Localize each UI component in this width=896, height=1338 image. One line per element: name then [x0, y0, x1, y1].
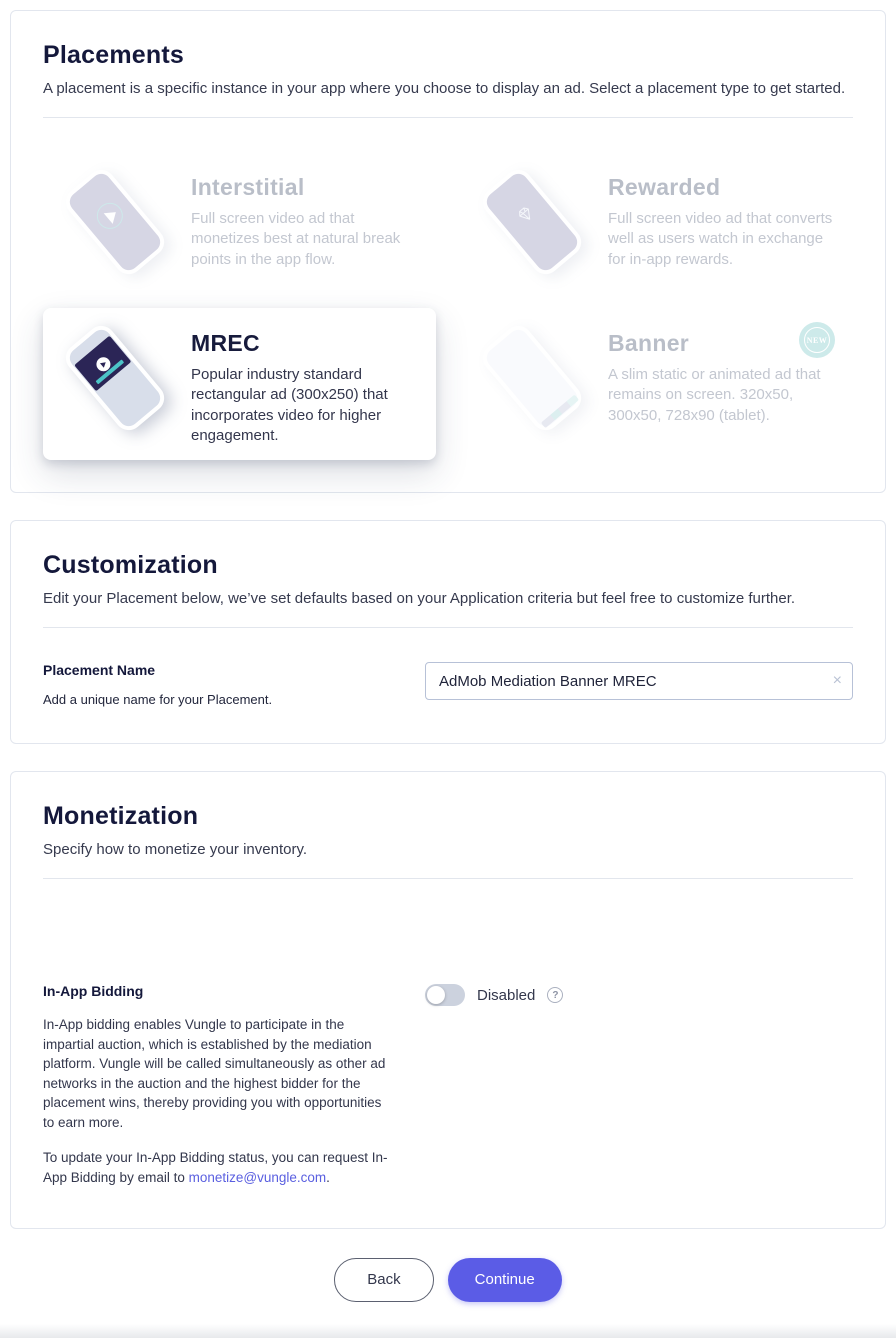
rewarded-phone-icon: [472, 166, 594, 278]
in-app-bidding-label: In-App Bidding: [43, 983, 144, 999]
new-badge: [799, 322, 835, 358]
placements-title: Placements: [43, 41, 184, 69]
new-badge-label: NEW: [804, 327, 830, 353]
in-app-bidding-control: [425, 983, 853, 1006]
customization-title: Customization: [43, 551, 218, 579]
placement-name-row: [43, 662, 853, 707]
placements-divider: [43, 117, 853, 118]
placements-card: [10, 10, 886, 493]
monetization-card: [10, 771, 886, 1229]
customization-subtitle: Edit your Placement below, we’ve set defaults based on your Application criteria but feel free to customize further.: [43, 590, 796, 607]
in-app-bidding-description: In-App bidding enables Vungle to participate in the impartial auction, which is established by the mediation platform. Vungle will be called simultaneously as other ad networks in the auction and the highest bidder for the placement wins, thereby providing you with opportunities to earn more.: [43, 1017, 386, 1130]
clear-input-icon[interactable]: ×: [832, 672, 842, 689]
placements-subtitle: A placement is a specific instance in your app where you choose to display an ad. Select a placement type to get started.: [43, 80, 846, 97]
in-app-bidding-toggle[interactable]: [425, 984, 465, 1006]
placement-name-label: Placement Name: [43, 662, 156, 678]
rewarded-title: Rewarded: [608, 174, 721, 200]
placement-name-help: Add a unique name for your Placement.: [43, 692, 273, 707]
footer-actions: [10, 1229, 886, 1338]
monetization-subtitle: Specify how to monetize your inventory.: [43, 841, 308, 858]
banner-phone-icon: [472, 322, 594, 434]
banner-description: A slim static or animated ad that remains on screen. 320x50, 300x50, 728x90 (tablet).: [608, 366, 821, 424]
in-app-bidding-note: [43, 1148, 393, 1187]
in-app-bidding-row: [43, 983, 853, 1188]
banner-title: Banner: [608, 330, 690, 356]
placement-type-banner[interactable]: [460, 308, 853, 460]
help-icon[interactable]: ?: [547, 987, 563, 1003]
note-text-before: To update your In-App Bidding status, you can request In-App Bidding by email to: [43, 1150, 388, 1185]
back-button[interactable]: Back: [334, 1258, 433, 1302]
page-bottom-gradient: [0, 1324, 896, 1338]
interstitial-phone-icon: [55, 166, 177, 278]
placement-type-interstitial[interactable]: [43, 152, 436, 292]
monetization-divider: [43, 878, 853, 879]
in-app-bidding-status: Disabled: [477, 986, 536, 1004]
customization-card: [10, 520, 886, 744]
mrec-description: Popular industry standard rectangular ad (300x250) that incorporates video for higher engagement.: [191, 366, 388, 444]
placement-type-rewarded[interactable]: [460, 152, 853, 292]
continue-button[interactable]: Continue: [448, 1258, 562, 1302]
mrec-title: MREC: [191, 330, 260, 356]
customization-divider: [43, 627, 853, 628]
mrec-phone-icon: [55, 322, 177, 434]
interstitial-title: Interstitial: [191, 174, 305, 200]
rewarded-description: Full screen video ad that converts well as users watch in exchange for in-app rewards.: [608, 210, 833, 268]
placement-name-input[interactable]: [425, 662, 853, 700]
note-text-after: .: [326, 1169, 330, 1185]
placement-type-mrec[interactable]: [43, 308, 436, 460]
interstitial-description: Full screen video ad that monetizes best at natural break points in the app flow.: [191, 210, 401, 268]
toggle-knob: [427, 986, 445, 1004]
monetization-title: Monetization: [43, 802, 199, 830]
monetize-email-link[interactable]: monetize@vungle.com: [188, 1169, 327, 1185]
placement-type-grid: [43, 152, 853, 460]
